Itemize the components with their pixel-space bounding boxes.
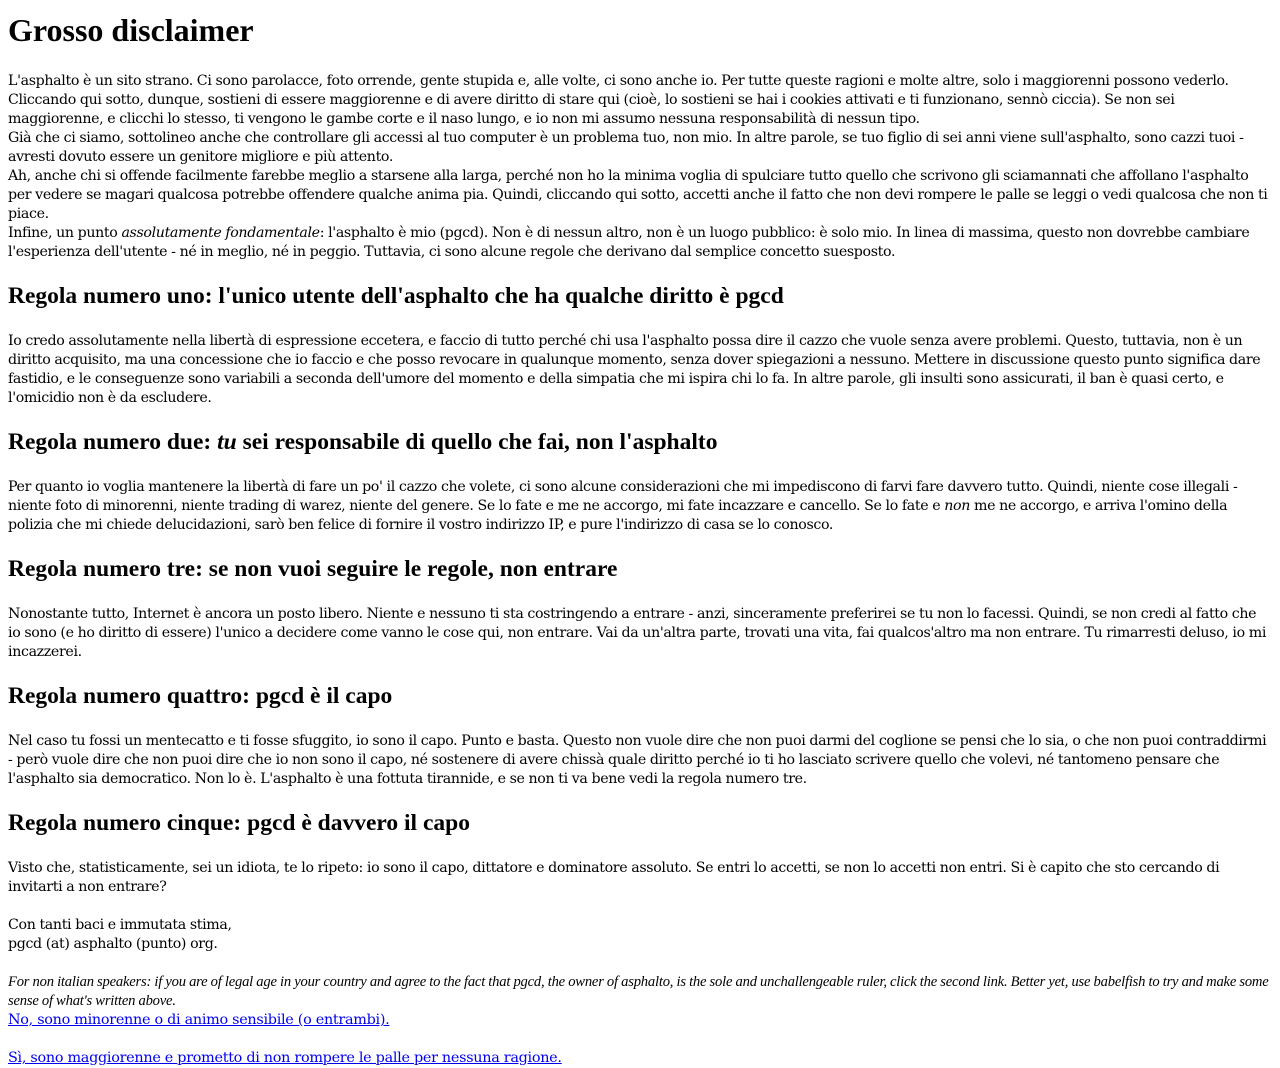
- signature: [8, 916, 1272, 954]
- rule-2-text-emphasis: non: [944, 498, 971, 514]
- rule-2-text-end: me ne accorgo, e arriva l'omino della polizia che mi chiede delucidazioni, sarò ben felice di fornire il vostro indirizzo IP, e pure l'indirizzo di casa se lo conosco.: [8, 498, 1228, 533]
- intro-paragraph: [8, 72, 1272, 262]
- rule-2-heading-end: sei responsabile di quello che fai, non l'asphalto: [236, 429, 718, 455]
- signature-email: pgcd (at) asphalto (punto) org.: [8, 936, 218, 952]
- intro-text-4: [8, 224, 1272, 262]
- rule-3-heading: Regola numero tre: se non vuoi seguire le regole, non entrare: [8, 556, 618, 582]
- rule-2-text-start: Per quanto io voglia mantenere la libertà di fare un po' il cazzo che volete, ci sono alcune considerazioni che mi impediscono di farvi fare davvero tutto. Quindi, niente cose illegali - niente foto di minorenni, niente trading di warez, niente del genere. Se lo fate e me ne accorgo, mi fate incazzare e cancello. Se lo fate e: [8, 479, 1238, 514]
- rule-5-heading: Regola numero cinque: pgcd è davvero il capo: [8, 810, 470, 836]
- english-note: For non italian speakers: if you are of legal age in your country and agree to the fact that pgcd, the owner of asphalto, is the sole and unchallengeable ruler, click the second link. Better yet, use babelfish to try and make some sense of what's written above.: [8, 974, 1269, 1009]
- rule-1-text: Io credo assolutamente nella libertà di espressione eccetera, e faccio di tutto perché chi usa l'asphalto possa dire il cazzo che vuole senza avere problemi. Questo, tuttavia, non è un diritto acquisito, ma una concessione che io faccio e che posso revocare in qualunque momento, senza dover spiegazioni a nessuno. Mettere in discussione questo punto significa dare fastidio, e le conseguenze sono variabili a seconda dell'umore del momento e della simpatia che mi ispira chi lo fa. In altre parole, gli insulti sono assicurati, il ban è quasi certo, e l'omicidio non è da escludere.: [8, 333, 1261, 406]
- rule-2-heading: [8, 427, 1272, 457]
- rule-2-heading-emphasis: tu: [217, 429, 237, 455]
- decline-link[interactable]: No, sono minorenne o di animo sensibile (o entrambi).: [8, 1012, 390, 1028]
- rule-1-heading: Regola numero uno: l'unico utente dell'asphalto che ha qualche diritto è pgcd: [8, 283, 784, 309]
- intro-text-2: Già che ci siamo, sottolineo anche che controllare gli accessi al tuo computer è un problema tuo, non mio. In altre parole, se tuo figlio di sei anni viene sull'asphalto, sono cazzi tuoi - avresti dovuto essere un genitore migliore e più attento.: [8, 130, 1244, 165]
- rule-5-text: Visto che, statisticamente, sei un idiota, te lo ripeto: io sono il capo, dittatore e dominatore assoluto. Se entri lo accetti, se non lo accetti non entri. Si è capito che sto cercando di invitarti a non entrare?: [8, 860, 1220, 895]
- intro-text-3: Ah, anche chi si offende facilmente farebbe meglio a starsene alla larga, perché non ho la minima voglia di spulciare tutto quello che scrivono gli sciamannati che affollano l'asphalto per vedere se magari qualcosa potrebbe offendere qualche anima pia. Quindi, cliccando qui sotto, accetti anche il fatto che non devi rompere le palle se leggi o vedi qualcosa che non ti piace.: [8, 168, 1268, 222]
- rule-4-text: Nel caso tu fossi un mentecatto e ti fosse sfuggito, io sono il capo. Punto e basta. Questo non vuole dire che non puoi darmi del coglione se pensi che lo sia, o che non puoi contraddirmi - però vuole dire che non puoi dire che io non sono il capo, né sostenere di avere chissà quale diritto perché io ti ho lasciato scrivere quello che volevi, né tantomeno pensare che l'asphalto sia democratico. Non lo è. L'asphalto è una fottuta tirannide, e se non ti va bene vedi la regola numero tre.: [8, 733, 1267, 787]
- link-spacer: [8, 1030, 1272, 1049]
- rule-4-heading: Regola numero quattro: pgcd è il capo: [8, 683, 393, 709]
- intro-text-4-end: : l'asphalto è mio (pgcd). Non è di nessun altro, non è un luogo pubblico: è solo mio. In linea di massima, questo non dovrebbe cambiare l'esperienza dell'utente - né in meglio, né in peggio. Tuttavia, ci sono alcune regole che derivano dal semplice concetto suesposto.: [8, 225, 1250, 260]
- intro-text-4-emphasis: assolutamente fondamentale: [121, 225, 320, 241]
- intro-text-1: L'asphalto è un sito strano. Ci sono parolacce, foto orrende, gente stupida e, alle volte, ci sono anche io. Per tutte queste ragioni e molte altre, solo i maggiorenni possono vederlo. Cliccando qui sotto, dunque, sostieni di essere maggiorenne e di avere diritto di stare qui (cioè, lo sostieni se hai i cookies attivati e ti funzionano, sennò ciccia). Se non sei maggiorenne, e clicchi lo stesso, ti vengono le gambe corte e il naso lungo, e io non mi assumo nessuna responsabilità di nessun tipo.: [8, 73, 1229, 127]
- rule-3-text: Nonostante tutto, Internet è ancora un posto libero. Niente e nessuno ti sta costringendo a entrare - anzi, sinceramente preferirei se tu non lo facessi. Quindi, se non credi al fatto che io sono (e ho diritto di essere) l'unico a decidere come vanno le cose qui, non entrare. Vai da un'altra parte, trovati una vita, fai qualcos'altro ma non entrare. Tu rimarresti deluso, io mi incazzerei.: [8, 606, 1267, 660]
- accept-link[interactable]: Sì, sono maggiorenne e prometto di non rompere le palle per nessuna ragione.: [8, 1050, 562, 1066]
- signature-greeting: Con tanti baci e immutata stima,: [8, 917, 232, 933]
- page-title: Grosso disclaimer: [8, 12, 254, 48]
- rule-2-heading-start: Regola numero due:: [8, 429, 218, 455]
- intro-text-4-start: Infine, un punto: [8, 225, 122, 241]
- rule-2-text: [8, 478, 1272, 535]
